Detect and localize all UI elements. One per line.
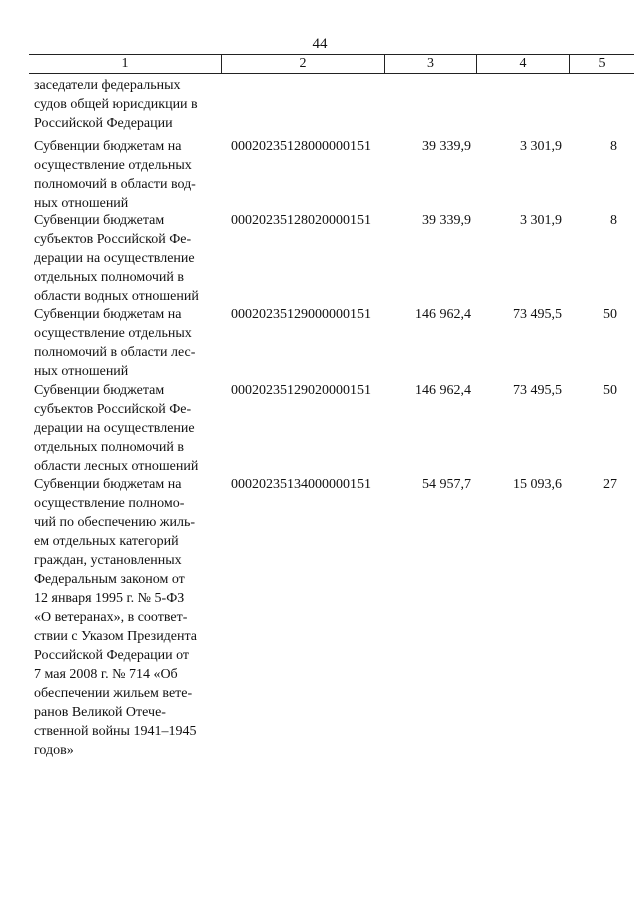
row-col5-value: 50 <box>603 383 617 398</box>
description-line: осуществление отдельных <box>34 326 192 341</box>
description-line: отдельных полномочий в <box>34 440 185 455</box>
row-col4-value: 3 301,9 <box>520 213 562 228</box>
row-col3-value: 39 339,9 <box>422 139 471 154</box>
description-line: чий по обеспечению жиль- <box>34 515 195 530</box>
row-col3-value: 146 962,4 <box>415 383 471 398</box>
header-col-1: 1 <box>121 56 129 71</box>
description-line: судов общей юрисдикции в <box>34 97 198 112</box>
row-col4-value: 15 093,6 <box>513 477 562 492</box>
description-line: Российской Федерации от <box>34 648 190 663</box>
description-line: ных отношений <box>34 196 129 211</box>
page-number: 44 <box>312 36 328 52</box>
row-col4-value: 3 301,9 <box>520 139 562 154</box>
description-line: субъектов Российской Фе- <box>34 402 192 417</box>
row-col3-value: 39 339,9 <box>422 213 471 228</box>
description-line: ранов Великой Отече- <box>34 705 166 720</box>
row-code: 00020235128020000151 <box>231 213 371 228</box>
row-description <box>34 211 220 306</box>
header-col-5: 5 <box>598 56 606 71</box>
description-line: Российской Федерации <box>34 116 173 131</box>
description-line: «О ветеранах», в соответ- <box>34 610 188 625</box>
description-line: Субвенции бюджетам <box>34 213 165 228</box>
description-line: ем отдельных категорий <box>34 534 179 549</box>
description-line: области лесных отношений <box>34 459 199 474</box>
row-col5-value: 8 <box>610 139 617 154</box>
description-line: осуществление отдельных <box>34 158 192 173</box>
description-line: Субвенции бюджетам на <box>34 477 182 492</box>
description-line: 7 мая 2008 г. № 714 «Об <box>34 667 178 682</box>
description-line: дерации на осуществление <box>34 251 195 266</box>
row-col4-value: 73 495,5 <box>513 383 562 398</box>
row-col5-value: 8 <box>610 213 617 228</box>
row-description <box>34 76 220 133</box>
row-col3-value: 54 957,7 <box>422 477 471 492</box>
row-col5-value: 50 <box>603 307 617 322</box>
row-code: 00020235129020000151 <box>231 383 371 398</box>
description-line: осуществление полномо- <box>34 496 185 511</box>
header-col-2: 2 <box>299 56 307 71</box>
description-line: дерации на осуществление <box>34 421 195 436</box>
row-col4-value: 73 495,5 <box>513 307 562 322</box>
description-line: полномочий в области лес- <box>34 345 196 360</box>
description-line: области водных отношений <box>34 289 199 304</box>
description-line: ствии с Указом Президента <box>34 629 198 644</box>
description-line: Федеральным законом от <box>34 572 185 587</box>
description-line: 12 января 1995 г. № 5-ФЗ <box>34 591 185 606</box>
description-line: полномочий в области вод- <box>34 177 196 192</box>
description-line: годов» <box>34 743 74 758</box>
description-line: Субвенции бюджетам на <box>34 307 182 322</box>
header-col-3: 3 <box>427 56 434 71</box>
table-header <box>29 54 634 74</box>
header-col-4: 4 <box>519 56 527 71</box>
description-line: Субвенции бюджетам <box>34 383 165 398</box>
row-col5-value: 27 <box>603 477 617 492</box>
description-line: отдельных полномочий в <box>34 270 185 285</box>
description-line: Субвенции бюджетам на <box>34 139 182 154</box>
row-code: 00020235129000000151 <box>231 307 371 322</box>
row-code: 00020235134000000151 <box>231 477 371 492</box>
description-line: ственной войны 1941–1945 <box>34 724 197 739</box>
row-description <box>34 137 220 213</box>
row-description <box>34 475 220 760</box>
row-code: 00020235128000000151 <box>231 139 371 154</box>
description-line: обеспечении жильем вете- <box>34 686 193 701</box>
description-line: субъектов Российской Фе- <box>34 232 192 247</box>
description-line: граждан, установленных <box>34 553 182 568</box>
row-col3-value: 146 962,4 <box>415 307 471 322</box>
row-description <box>34 381 220 476</box>
row-description <box>34 305 220 381</box>
description-line: заседатели федеральных <box>34 78 181 93</box>
description-line: ных отношений <box>34 364 129 379</box>
